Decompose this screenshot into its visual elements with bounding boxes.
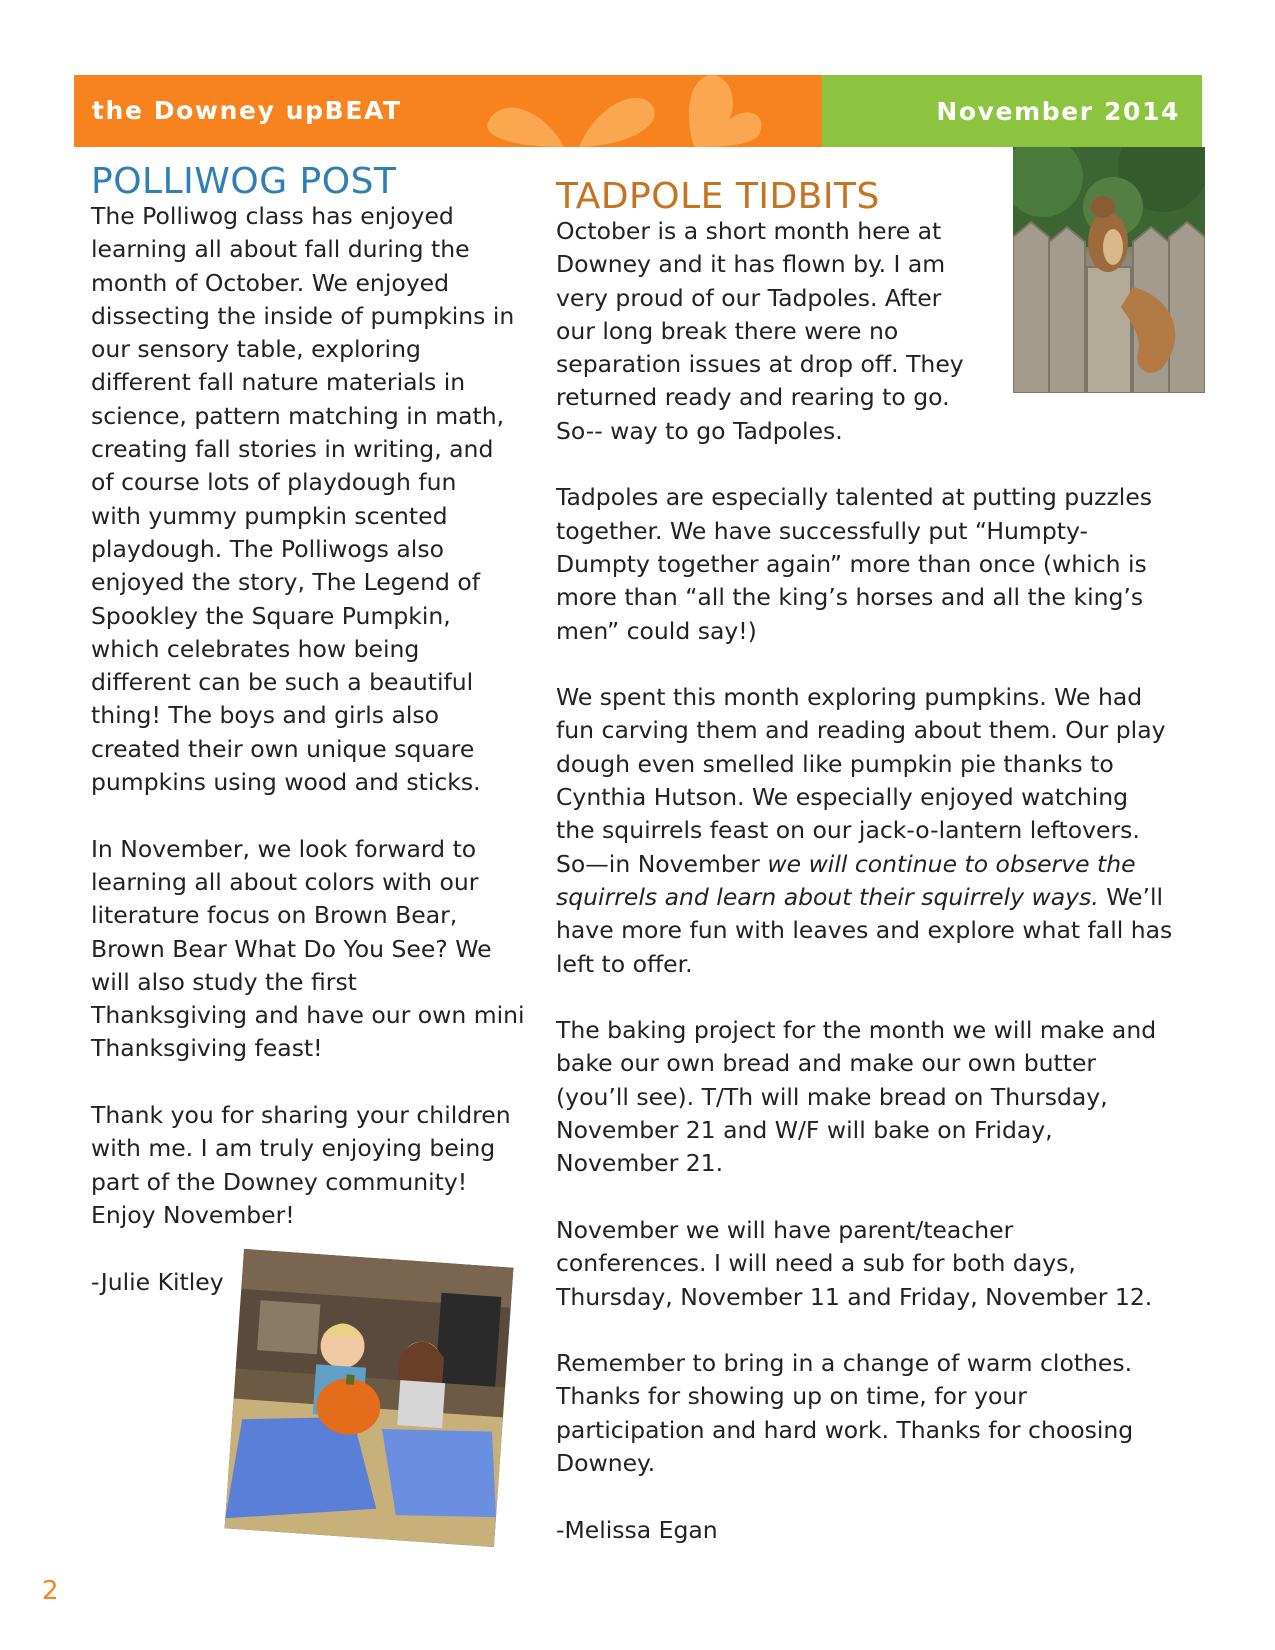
tadpole-paragraph-3-emphasis: we will continue to observe the squirrels and learn about their squirrely ways. <box>556 849 1136 911</box>
tadpole-paragraph-3 <box>556 681 1196 981</box>
tadpole-paragraph-2: Tadpoles are especially talented at putting puzzles together. We have successfully put “Humpty- Dumpty together again” more than once (which is more than “all the king’s horses and all the king’s men” could say!) <box>556 483 1153 645</box>
polliwog-title: POLLIWOG POST <box>91 161 397 202</box>
tadpole-signature: -Melissa Egan <box>556 1515 718 1544</box>
polliwog-paragraph-3: Thank you for sharing your children with me. I am truly enjoying being part of the Downey community! Enjoy November! <box>91 1101 511 1229</box>
tadpole-paragraph-4: The baking project for the month we will make and bake our own bread and make our own butter (you’ll see). T/Th will make bread on Thursday, November 21 and W/F will bake on Friday, November 21. <box>556 1016 1157 1178</box>
tadpole-paragraph-3-end: We’ll have more fun with leaves and explore what fall has left to offer. <box>556 882 1173 978</box>
newsletter-title: the Downey upBEAT <box>92 96 402 125</box>
tadpole-paragraph-3-start: We spent this month exploring pumpkins. We had fun carving them and reading about them. Our play dough even smelled like pumpkin pie thanks to Cynthia Hutson. We especially enjoyed watching the squirrels feast on our jack-o-lantern leftovers. So—in November <box>556 683 1166 878</box>
polliwog-paragraph-1: The Polliwog class has enjoyed learning all about fall during the month of October. We enjoyed dissecting the inside of pumpkins in our sensory table, exploring different fall nature materials in science, pattern matching in math, creating fall stories in writing, and of course lots of playdough fun with yummy pumpkin scented playdough. The Polliwogs also enjoyed the story, The Legend of Spookley the Square Pumpkin, which celebrates how being different can be such a beautiful thing! The boys and girls also created their own unique square pumpkins using wood and sticks. <box>91 202 515 797</box>
header-orange-band <box>74 75 822 147</box>
polliwog-paragraph-2: In November, we look forward to learning all about colors with our literature focus on Brown Bear, Brown Bear What Do You See? We will also study the first Thanksgiving and have our own mini Thanksgiving feast! <box>91 834 525 1063</box>
classroom-pumpkin-photo <box>225 1249 514 1547</box>
tadpole-paragraph-1: October is a short month here at Downey and it has flown by. I am very proud of our Tadpoles. After our long break there were no separation issues at drop off. They returned ready and rearing to go. So-- way to go Tadpoles. <box>556 217 964 445</box>
tadpole-paragraph-6: Remember to bring in a change of warm clothes. Thanks for showing up on time, for your participation and hard work. Thanks for choosing Downey. <box>556 1349 1134 1477</box>
squirrel-illustration <box>1013 147 1205 393</box>
polliwog-column <box>91 160 531 1332</box>
newsletter-header <box>74 75 1202 147</box>
tadpole-title: TADPOLE TIDBITS <box>556 176 880 217</box>
issue-date: November 2014 <box>936 96 1180 126</box>
polliwog-signature: -Julie Kitley <box>91 1267 224 1296</box>
header-green-band <box>822 75 1202 147</box>
squirrel-photo <box>1013 147 1205 393</box>
page-number: 2 <box>42 1576 59 1606</box>
tadpole-paragraph-5: November we will have parent/teacher conferences. I will need a sub for both days, Thursday, November 11 and Friday, November 12. <box>556 1215 1153 1311</box>
classroom-illustration <box>225 1249 514 1547</box>
butterfly-icon <box>484 75 784 147</box>
